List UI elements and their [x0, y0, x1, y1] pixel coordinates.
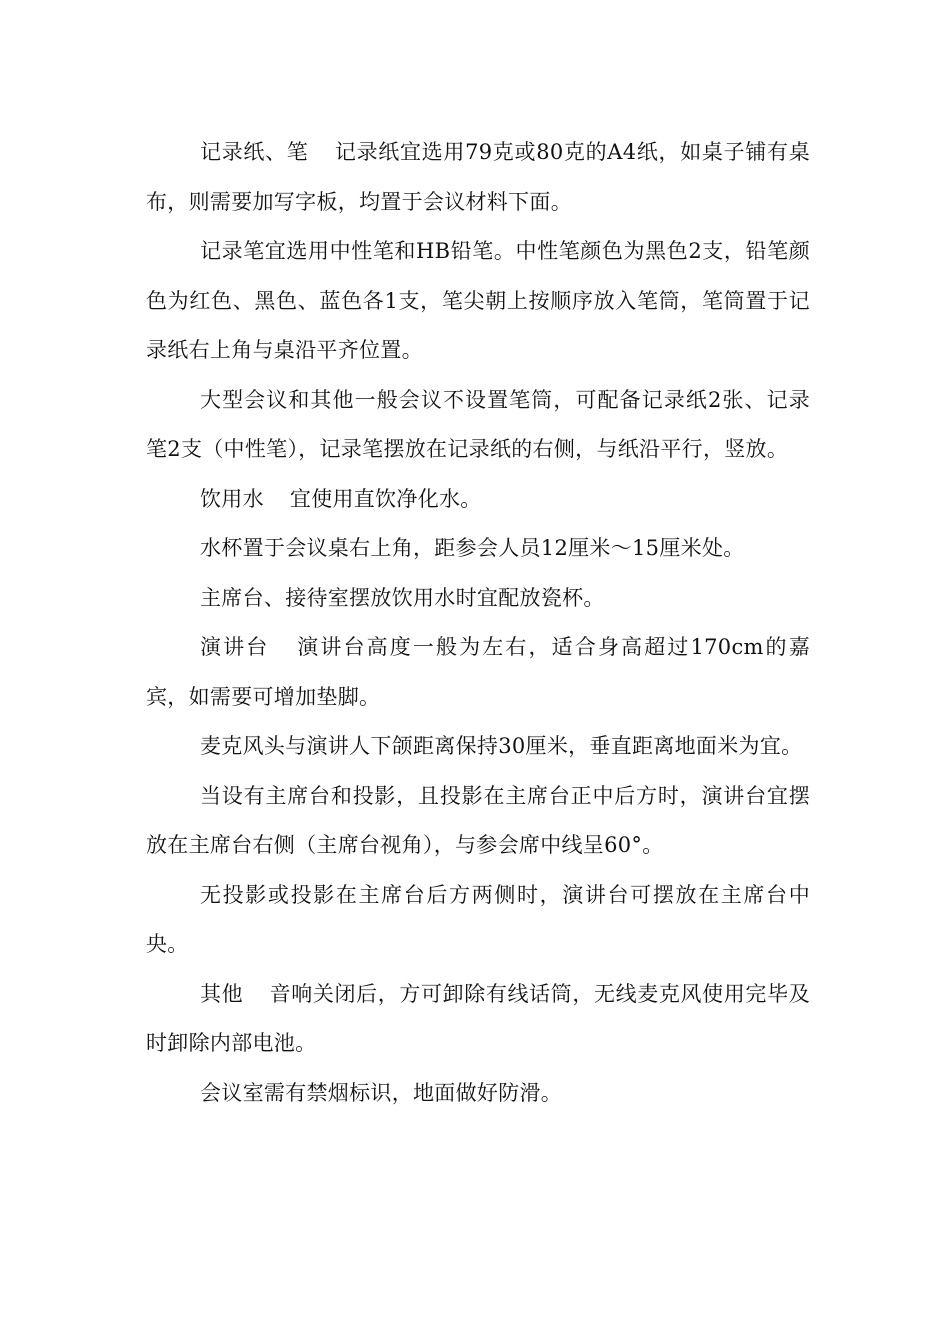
paragraph-large-meeting — [146, 376, 810, 475]
paragraph-water-cup — [146, 524, 810, 574]
paragraph-microphone — [146, 722, 810, 772]
document-body — [146, 128, 810, 1118]
paragraph-podium — [146, 623, 810, 722]
paragraph-text: 记录纸宜选用79克或80克的A4纸，如桌子铺有桌布，则需要加写字板，均置于会议材料下面。 — [146, 140, 811, 214]
paragraph-text: 记录笔宜选用中性笔和HB铅笔。中性笔颜色为黑色2支，铅笔颜色为红色、黑色、蓝色各1支，笔尖朝上按顺序放入笔筒，笔筒置于记录纸右上角与桌沿平齐位置。 — [146, 239, 810, 362]
paragraph-other — [146, 970, 810, 1069]
paragraph-text: 会议室需有禁烟标识，地面做好防滑。 — [200, 1080, 563, 1105]
paragraph-text: 宜使用直饮净化水。 — [289, 486, 482, 511]
paragraph-record-pen — [146, 227, 810, 376]
paragraph-text: 水杯置于会议桌右上角，距参会人员12厘米～15厘米处。 — [200, 536, 745, 560]
paragraph-podium-placement — [146, 772, 810, 871]
paragraph-lead: 记录纸、笔 — [200, 140, 309, 164]
paragraph-text: 演讲台高度一般为左右，适合身高超过170cm的嘉宾，如需要可增加垫脚。 — [146, 635, 810, 709]
paragraph-drinking-water — [146, 475, 810, 525]
paragraph-no-smoking — [146, 1069, 810, 1119]
paragraph-no-projection — [146, 871, 810, 970]
paragraph-lead: 其他 — [200, 981, 244, 1006]
paragraph-text: 无投影或投影在主席台后方两侧时，演讲台可摆放在主席台中央。 — [146, 882, 810, 956]
paragraph-lead: 演讲台 — [200, 635, 270, 659]
paragraph-text: 大型会议和其他一般会议不设置笔筒，可配备记录纸2张、记录笔2支（中性笔），记录笔摆放在记录纸的右侧，与纸沿平行，竖放。 — [146, 387, 810, 461]
paragraph-lead: 饮用水 — [200, 486, 264, 511]
paragraph-text: 麦克风头与演讲人下颌距离保持30厘米，垂直距离地面米为宜。 — [200, 734, 803, 758]
paragraph-record-paper — [146, 128, 810, 227]
paragraph-text: 当设有主席台和投影，且投影在主席台正中后方时，演讲台宜摆放在主席台右侧（主席台视角），与参会席中线呈60°。 — [146, 783, 810, 857]
paragraph-porcelain-cup — [146, 574, 810, 624]
paragraph-text: 主席台、接待室摆放饮用水时宜配放瓷杯。 — [200, 585, 605, 610]
paragraph-text: 音响关闭后，方可卸除有线话筒，无线麦克风使用完毕及时卸除内部电池。 — [146, 981, 810, 1055]
